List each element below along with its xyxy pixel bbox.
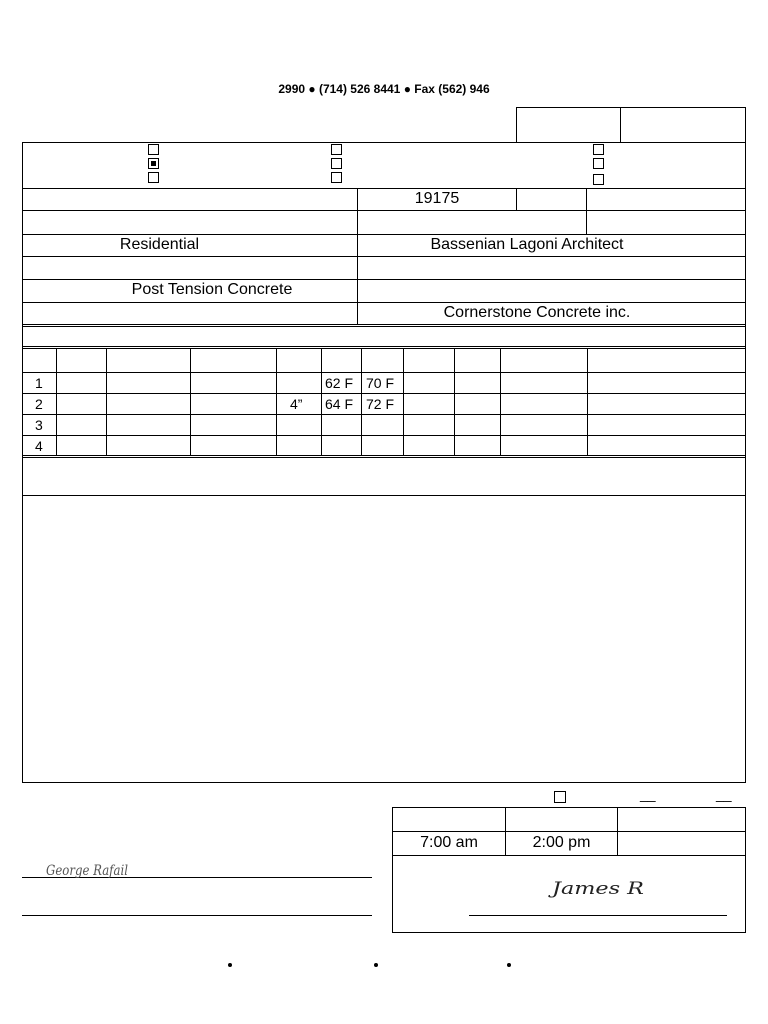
checkbox-g2-3[interactable] bbox=[331, 172, 342, 183]
table-cell-temp1: 62 F bbox=[325, 375, 354, 391]
divider bbox=[500, 348, 501, 456]
divider bbox=[106, 348, 107, 456]
checkbox-g3-1[interactable] bbox=[593, 144, 604, 155]
divider bbox=[22, 279, 746, 280]
representative-signature bbox=[548, 868, 658, 908]
checkbox-g2-1[interactable] bbox=[331, 144, 342, 155]
divider bbox=[392, 831, 746, 832]
divider bbox=[22, 414, 746, 415]
table-row-num: 2 bbox=[35, 396, 43, 412]
divider bbox=[190, 348, 191, 456]
table-row-num: 1 bbox=[35, 375, 43, 391]
checkbox-g3-3[interactable] bbox=[593, 174, 604, 185]
checkbox-g3-2[interactable] bbox=[593, 158, 604, 169]
divider bbox=[22, 324, 746, 325]
divider bbox=[586, 188, 587, 234]
material-type: Post Tension Concrete bbox=[131, 281, 293, 298]
divider bbox=[22, 393, 746, 394]
job-number: 19175 bbox=[414, 190, 460, 207]
bullet-dot bbox=[507, 963, 511, 967]
divider bbox=[22, 457, 746, 458]
divider bbox=[276, 348, 277, 456]
signature-line-2 bbox=[22, 915, 372, 916]
divider bbox=[22, 210, 746, 211]
divider bbox=[22, 495, 746, 496]
checkbox-g1-3[interactable] bbox=[148, 172, 159, 183]
contractor-name: Cornerstone Concrete inc. bbox=[443, 304, 631, 321]
table-cell-size: 4” bbox=[290, 396, 303, 412]
divider bbox=[22, 435, 746, 436]
divider bbox=[22, 326, 746, 327]
divider bbox=[22, 372, 746, 373]
top-right-box bbox=[516, 107, 746, 143]
divider bbox=[587, 348, 588, 456]
divider bbox=[22, 256, 746, 257]
architect-name: Bassenian Lagoni Architect bbox=[430, 236, 624, 253]
divider bbox=[361, 348, 362, 456]
checkbox-g1-1[interactable] bbox=[148, 144, 159, 155]
checkbox-g2-2[interactable] bbox=[331, 158, 342, 169]
divider bbox=[22, 346, 746, 347]
divider bbox=[392, 855, 746, 856]
time-start: 7:00 am bbox=[420, 834, 478, 851]
signature-line-representative bbox=[469, 915, 727, 916]
divider bbox=[22, 188, 746, 189]
table-cell-temp1: 64 F bbox=[325, 396, 354, 412]
divider bbox=[22, 455, 746, 456]
checkbox-g1-2[interactable] bbox=[148, 158, 159, 169]
header-contact-line: 2990 ● (714) 526 8441 ● Fax (562) 946 bbox=[278, 82, 490, 96]
divider bbox=[516, 188, 517, 210]
time-end: 2:00 pm bbox=[532, 834, 591, 851]
representative-signature-text: James R bbox=[548, 879, 645, 899]
divider bbox=[22, 234, 746, 235]
divider bbox=[22, 348, 746, 349]
divider bbox=[403, 348, 404, 456]
divider bbox=[454, 348, 455, 456]
footer-blank-2: __ bbox=[716, 786, 732, 802]
table-cell-temp2: 72 F bbox=[366, 396, 395, 412]
inspector-signature-text: George Rafail bbox=[46, 863, 128, 879]
table-row-num: 3 bbox=[35, 417, 43, 433]
divider bbox=[617, 807, 618, 855]
table-cell-temp2: 70 F bbox=[366, 375, 395, 391]
divider bbox=[22, 302, 746, 303]
bullet-dot bbox=[374, 963, 378, 967]
footer-blank-1: __ bbox=[640, 786, 656, 802]
bullet-dot bbox=[228, 963, 232, 967]
table-row-num: 4 bbox=[35, 438, 43, 454]
building-type: Residential bbox=[119, 236, 200, 253]
divider bbox=[321, 348, 322, 456]
inspector-signature bbox=[44, 855, 144, 885]
divider bbox=[56, 348, 57, 456]
divider bbox=[620, 107, 621, 143]
footer-checkbox[interactable] bbox=[554, 791, 566, 803]
